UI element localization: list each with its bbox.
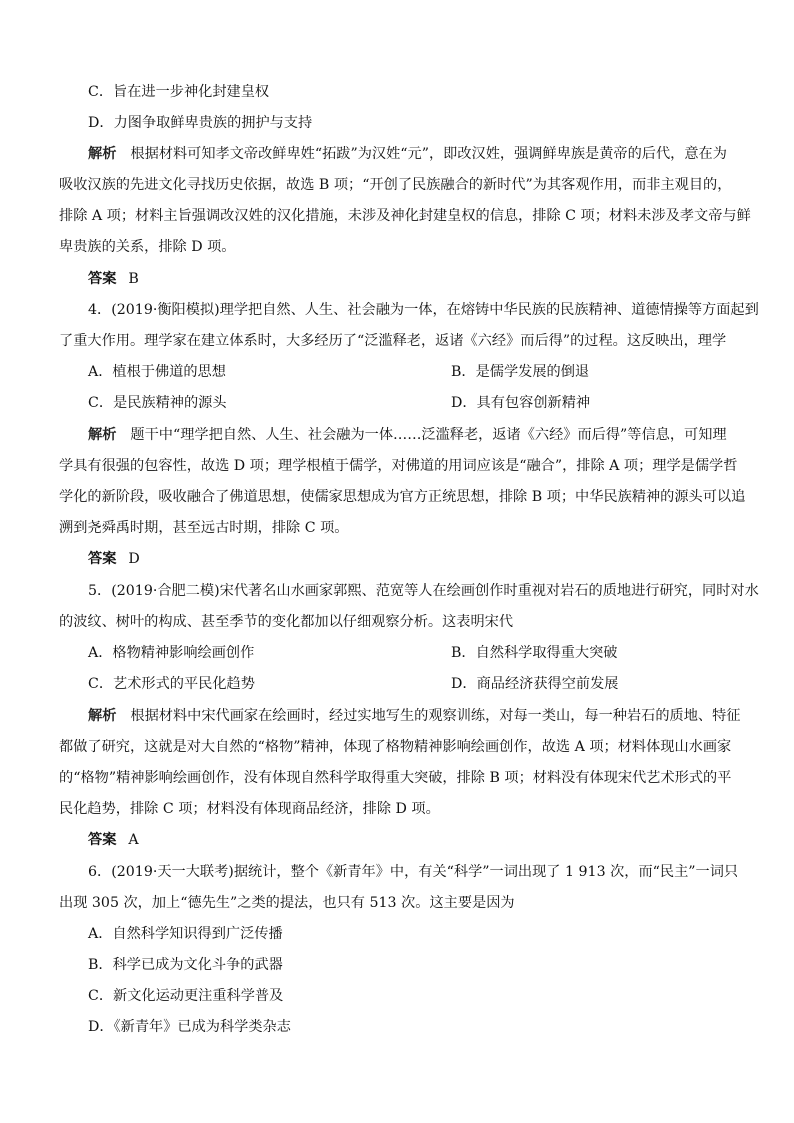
analysis-label: 解析 xyxy=(88,708,117,724)
analysis-q4-line-2: 学具有很强的包容性，故选 D 项；理学根植于儒学，对佛道的用词应该是“融合”，排除 A 项；理学是儒学哲 xyxy=(59,458,738,474)
analysis-q4-line-3: 学化的新阶段，吸收融合了佛道思想，使儒家思想成为官方正统思想，排除 B 项；中华民族精神的源头可以追 xyxy=(59,489,746,505)
answer-label: 答案 xyxy=(88,271,117,287)
question-6-line-1: 6．(2019·天一大联考)据统计，整个《新青年》中，有关“科学”一词出现了 1 913 次，而“民主”一词只 xyxy=(88,864,739,880)
question-4-line-2: 了重大作用。理学家在建立体系时，大多经历了“泛滥释老，返诸《六经》而后得”的过程。这反映出，理学 xyxy=(59,333,727,349)
option-d-q3: D．力图争取鲜卑贵族的拥护与支持 xyxy=(88,115,313,131)
analysis-q5-line-1: 解析 根据材料中宋代画家在绘画时，经过实地写生的观察训练，对每一类山，每一种岩石的质地、特征 xyxy=(88,708,741,724)
analysis-q4-line-1: 解析 题干中“理学把自然、人生、社会融为一体……泛滥释老，返诸《六经》而后得”等信息，可知理 xyxy=(88,427,727,443)
analysis-q4-line-4: 溯到尧舜禹时期，甚至远古时期，排除 C 项。 xyxy=(59,520,349,536)
option-a-q6: A．自然科学知识得到广泛传播 xyxy=(88,926,283,942)
option-c-q6: C．新文化运动更注重科学普及 xyxy=(88,988,284,1004)
option-c-q4: C．是民族精神的源头 xyxy=(88,395,227,411)
analysis-q5-line-3: 的“格物”精神影响绘画创作，没有体现自然科学取得重大突破，排除 B 项；材料没有体现宋代艺术形式的平 xyxy=(59,770,732,786)
option-d-q4: D．具有包容创新精神 xyxy=(451,395,591,411)
analysis-q3-line-2: 吸收汉族的先进文化寻找历史依据，故选 B 项；“开创了民族融合的新时代”为其客观作用，而非主观目的， xyxy=(59,177,732,193)
answer-q5: 答案 A xyxy=(88,832,139,848)
answer-q3: 答案 B xyxy=(88,271,139,287)
analysis-q5-line-4: 民化趋势，排除 C 项；材料没有体现商品经济，排除 D 项。 xyxy=(59,801,440,817)
answer-q4: 答案 D xyxy=(88,551,140,567)
option-a-q5: A．格物精神影响绘画创作 xyxy=(88,645,255,661)
option-d-q6: D．《新青年》已成为科学类杂志 xyxy=(88,1019,291,1035)
analysis-q5-line-2: 都做了研究，这就是对大自然的“格物”精神，体现了格物精神影响绘画创作，故选 A 项；材料体现山水画家 xyxy=(59,739,732,755)
option-c-q3: C．旨在进一步神化封建皇权 xyxy=(88,84,270,100)
option-b-q4: B．是儒学发展的倒退 xyxy=(451,364,590,380)
analysis-label: 解析 xyxy=(88,427,117,443)
analysis-q3-line-3: 排除 A 项；材料主旨强调改汉姓的汉化措施，未涉及神化封建皇权的信息，排除 C 项；材料未涉及孝文帝与鲜 xyxy=(59,208,751,224)
option-c-q5: C．艺术形式的平民化趋势 xyxy=(88,676,255,692)
analysis-q3-line-4: 卑贵族的关系，排除 D 项。 xyxy=(59,239,236,255)
option-b-q6: B．科学已成为文化斗争的武器 xyxy=(88,957,283,973)
question-4-line-1: 4．(2019·衡阳模拟)理学把自然、人生、社会融为一体，在熔铸中华民族的民族精神、道德情操等方面起到 xyxy=(88,302,759,318)
answer-label: 答案 xyxy=(88,551,117,567)
analysis-label: 解析 xyxy=(88,146,117,162)
question-6-line-2: 出现 305 次，加上“德先生”之类的提法，也只有 513 次。这主要是因为 xyxy=(59,895,515,911)
analysis-q3-line-1: 解析 根据材料可知孝文帝改鲜卑姓“拓跋”为汉姓“元”，即改汉姓，强调鲜卑族是黄帝的后代，意在为 xyxy=(88,146,727,162)
option-d-q5: D．商品经济获得空前发展 xyxy=(451,676,619,692)
option-a-q4: A．植根于佛道的思想 xyxy=(88,364,226,380)
question-5-line-2: 的波纹、树叶的构成、甚至季节的变化都加以仔细观察分析。这表明宋代 xyxy=(59,614,514,630)
answer-label: 答案 xyxy=(88,832,117,848)
question-5-line-1: 5．(2019·合肥二模)宋代著名山水画家郭熙、范宽等人在绘画创作时重视对岩石的质地进行研究，同时对水 xyxy=(88,583,759,599)
option-b-q5: B．自然科学取得重大突破 xyxy=(451,645,618,661)
